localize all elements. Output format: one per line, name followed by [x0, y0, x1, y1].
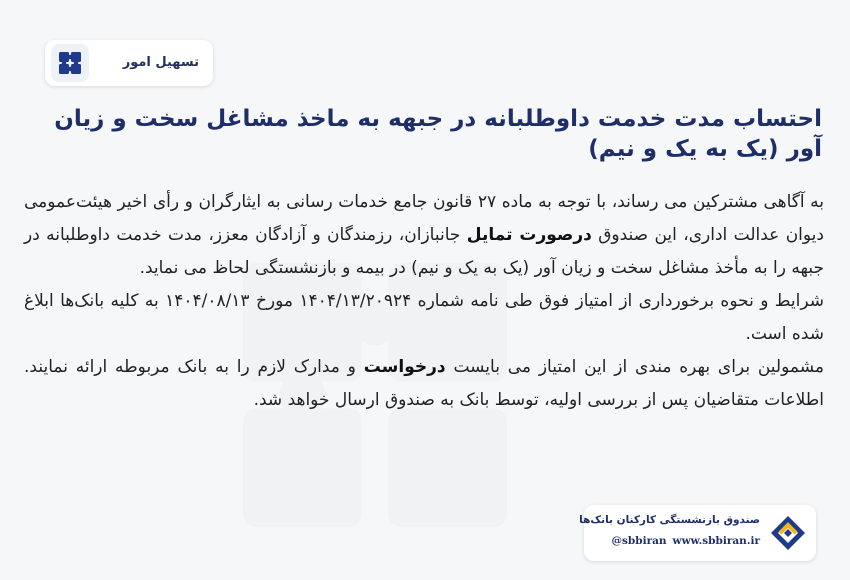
social-handle[interactable]: @sbbiran [611, 535, 667, 547]
paragraph-3-bold: درخواست [363, 357, 446, 377]
sbb-logo-icon [766, 511, 810, 555]
tag-label: تسهیل امور [122, 55, 199, 70]
paragraph-2: شرایط و نحوه برخورداری از امتیاز فوق طی نامه شماره ۱۴۰۴/۱۳/۲۰۹۲۴ مورخ ۱۴۰۴/۰۸/۱۳ به کلیه بانک‌ها ابلاغ شده است. [24, 291, 824, 344]
paragraph-1-bold: درصورت تمایل [466, 225, 592, 245]
paragraph-1-text-b: جانبازان، رزمندگان و آزادگان معزز، مدت خدمت داوطلبانه در جبهه را به مأخذ مشاغل سخت و زیان آور (یک به یک و نیم) در بیمه و بازنشستگی لحاظ می نماید. [24, 225, 824, 278]
organization-name: صندوق بازنشستگی کارکنان بانک‌ها [579, 514, 760, 526]
paragraph-3 [24, 351, 824, 417]
puzzle-icon [51, 44, 89, 82]
paragraph-1 [24, 186, 824, 285]
announcement-body [24, 186, 824, 417]
paragraph-3-text-b: و مدارک لازم را به بانک مربوطه ارائه نمایند. اطلاعات متقاضیان پس از بررسی اولیه، توسط بانک به صندوق ارسال خواهد شد. [24, 357, 824, 410]
footer-brand [579, 505, 816, 561]
page-title: احتساب مدت خدمت داوطلبانه در جبهه به ماخذ مشاغل سخت و زیان آور (یک به یک و نیم) [54, 106, 822, 162]
category-tag [45, 40, 213, 86]
paragraph-3-text-a: مشمولین برای بهره مندی از این امتیاز می بایست [445, 357, 824, 377]
paragraph-1-text-a: به آگاهی مشترکین می رساند، با توجه به ماده ۲۷ قانون جامع خدمات رسانی به ایثارگران و رأی اخیر هیئت‌عمومی دیوان عدالت اداری، این صندوق [24, 192, 825, 245]
footer-links [605, 535, 760, 547]
website-link[interactable]: www.sbbiran.ir [672, 535, 760, 547]
